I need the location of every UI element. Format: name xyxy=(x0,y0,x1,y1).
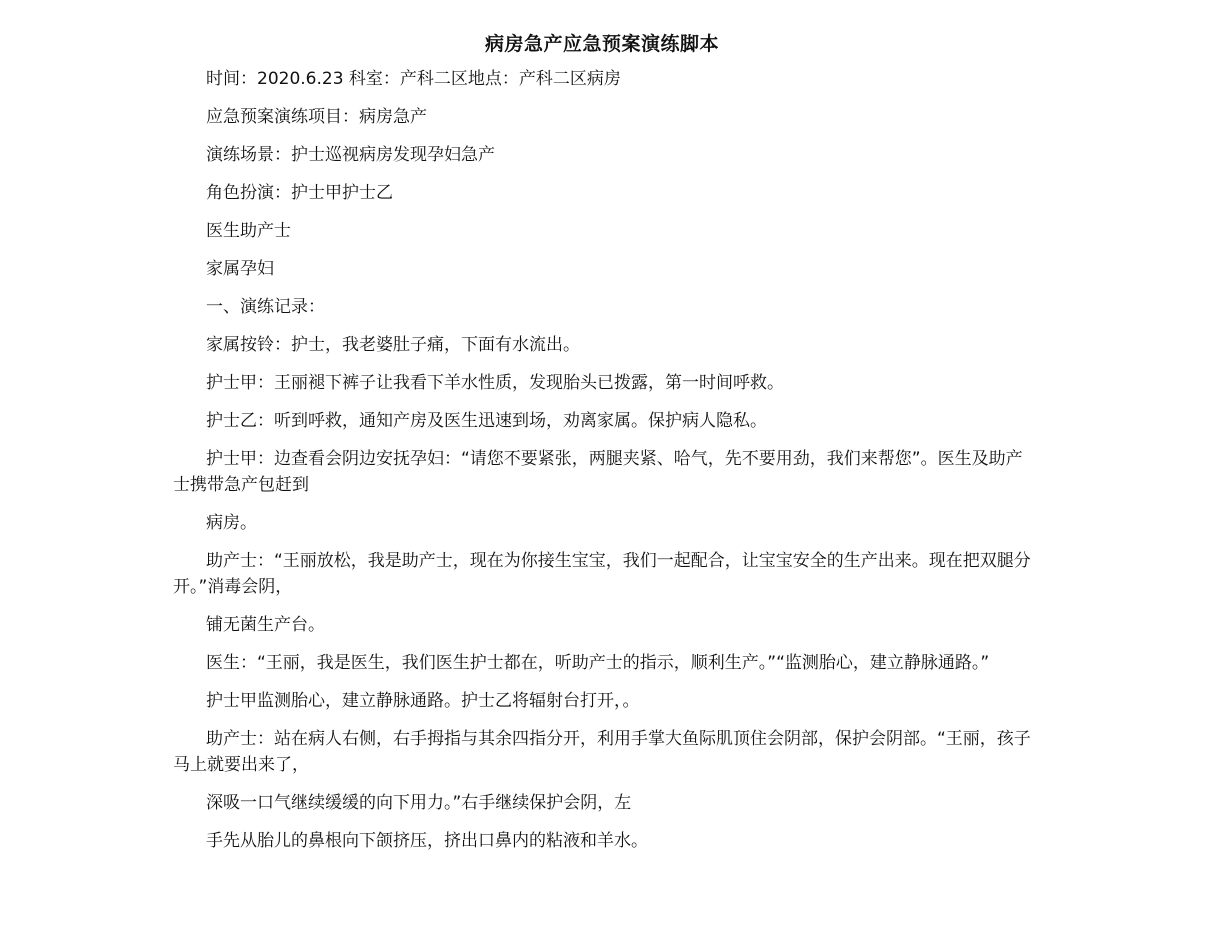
paragraph-roles-family: 家属孕妇 xyxy=(206,259,274,279)
paragraph-breath: 深吸一口气继续缓缓的向下用力。”右手继续保护会阴，左 xyxy=(206,793,632,813)
paragraph-family-bell: 家属按铃：护士，我老婆肚子痛，下面有水流出。 xyxy=(206,335,580,355)
paragraph-ward: 病房。 xyxy=(206,513,257,533)
document-title: 病房急产应急预案演练脚本 xyxy=(484,33,719,55)
paragraph-nurse-b-1: 护士乙：听到呼救，通知产房及医生迅速到场，劝离家属。保护病人隐私。 xyxy=(206,411,767,431)
paragraph-roles-doctor: 医生助产士 xyxy=(206,221,291,241)
paragraph-midwife-2: 助产士：站在病人右侧，右手拇指与其余四指分开，利用手掌大鱼际肌顶住会阴部，保护会阴部。“王丽，孩子马上就要出来了， xyxy=(173,729,1031,775)
paragraph-drill-item: 应急预案演练项目：病房急产 xyxy=(206,107,427,127)
section-heading-record: 一、演练记录： xyxy=(206,297,325,317)
document-page xyxy=(173,28,1031,866)
paragraph-sterile-table: 铺无菌生产台。 xyxy=(206,615,325,635)
paragraph-drill-scene: 演练场景：护士巡视病房发现孕妇急产 xyxy=(206,145,495,165)
paragraph-roles: 角色扮演：护士甲护士乙 xyxy=(206,183,393,203)
paragraph-doctor: 医生：“王丽，我是医生，我们医生护士都在，听助产士的指示，顺利生产。”“监测胎心，建立静脉通路。” xyxy=(206,653,990,673)
paragraph-midwife-1: 助产士：“王丽放松，我是助产士，现在为你接生宝宝，我们一起配合，让宝宝安全的生产出来。现在把双腿分开。”消毒会阴， xyxy=(173,551,1031,597)
paragraph-time-location: 时间：2020.6.23 科室：产科二区地点：产科二区病房 xyxy=(206,69,621,89)
paragraph-nurse-a-2: 护士甲：边查看会阴边安抚孕妇：“请您不要紧张，两腿夹紧、哈气，先不要用劲，我们来帮您”。医生及助产士携带急产包赶到 xyxy=(173,449,1023,495)
paragraph-nurse-monitor: 护士甲监测胎心，建立静脉通路。护士乙将辐射台打开，。 xyxy=(206,691,640,711)
paragraph-nurse-a-1: 护士甲：王丽褪下裤子让我看下羊水性质，发现胎头已拨露，第一时间呼救。 xyxy=(206,373,784,393)
paragraph-clear-airway: 手先从胎儿的鼻根向下颌挤压，挤出口鼻内的粘液和羊水。 xyxy=(206,831,648,851)
